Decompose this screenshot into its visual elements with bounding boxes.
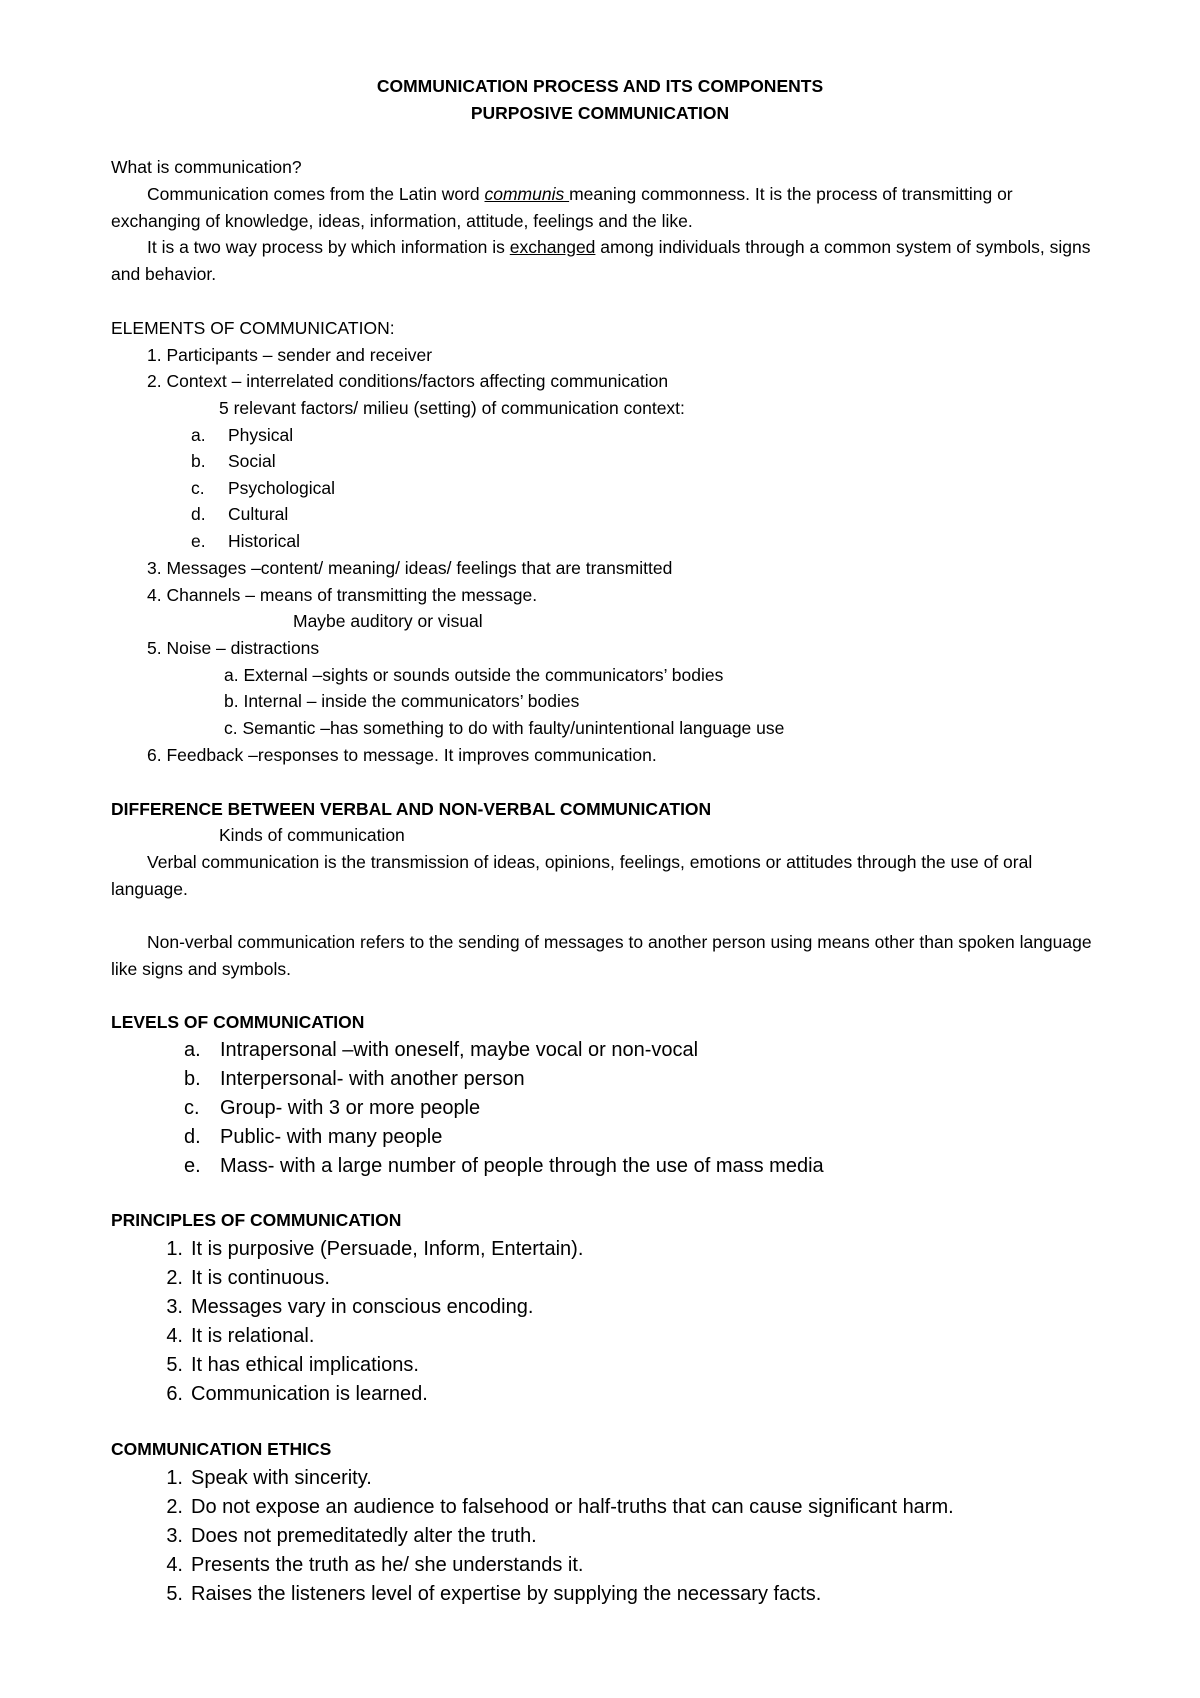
intro-p1-text: Communication comes from the Latin word (147, 184, 485, 204)
factor-marker: a. (191, 425, 206, 445)
factor-item (191, 504, 288, 524)
principle-marker: 2. (166, 1267, 183, 1289)
level-label: Public- with many people (220, 1126, 443, 1148)
intro-paragraph-2 (147, 237, 1091, 257)
element-subnote: 5 relevant factors/ milieu (setting) of communication context: (219, 398, 685, 418)
factor-item (191, 425, 293, 445)
level-item (184, 1154, 824, 1178)
noise-item: b. Internal – inside the communicators’ bodies (224, 691, 580, 711)
underlined-word: exchanged (509, 237, 596, 257)
principle-item (147, 1382, 428, 1406)
ethics-item (147, 1582, 821, 1606)
verbal-paragraph-cont: language. (111, 879, 188, 899)
nonverbal-paragraph-cont: like signs and symbols. (111, 959, 291, 979)
level-label: Intrapersonal –with oneself, maybe vocal or non-vocal (220, 1039, 699, 1061)
principle-label: Messages vary in conscious encoding. (191, 1296, 534, 1318)
principle-label: It is continuous. (191, 1267, 330, 1289)
ethics-marker: 2. (166, 1496, 183, 1518)
principle-item (147, 1295, 533, 1319)
element-item: 2. Context – interrelated conditions/factors affecting communication (147, 371, 669, 391)
principle-label: Communication is learned. (191, 1383, 428, 1405)
level-label: Mass- with a large number of people through the use of mass media (220, 1155, 824, 1177)
element-subnote: Maybe auditory or visual (293, 611, 483, 631)
factor-label: Historical (228, 531, 300, 551)
level-marker: a. (184, 1039, 201, 1061)
principle-marker: 5. (166, 1354, 183, 1376)
principle-marker: 3. (166, 1296, 183, 1318)
factor-label: Physical (228, 425, 294, 445)
level-marker: c. (184, 1097, 200, 1119)
factor-marker: d. (191, 504, 206, 524)
factor-label: Cultural (228, 504, 289, 524)
nonverbal-paragraph: Non-verbal communication refers to the sending of messages to another person using means other than spoken language (147, 932, 1092, 952)
ethics-marker: 3. (166, 1525, 183, 1547)
intro-paragraph-1 (147, 184, 1013, 204)
principle-label: It is relational. (191, 1325, 315, 1347)
level-label: Group- with 3 or more people (220, 1097, 481, 1119)
principle-item (147, 1353, 419, 1377)
noise-item: c. Semantic –has something to do with faulty/unintentional language use (224, 718, 785, 738)
document-subtitle: PURPOSIVE COMMUNICATION (470, 103, 730, 123)
principle-item (147, 1237, 583, 1261)
ethics-marker: 5. (166, 1583, 183, 1605)
principle-marker: 1. (166, 1238, 183, 1260)
ethics-marker: 4. (166, 1554, 183, 1576)
noise-item: a. External –sights or sounds outside the communicators’ bodies (224, 665, 724, 685)
factor-marker: c. (191, 478, 205, 498)
principle-item (147, 1266, 330, 1290)
principle-label: It is purposive (Persuade, Inform, Entertain). (191, 1238, 584, 1260)
principle-item (147, 1324, 314, 1348)
factor-label: Psychological (228, 478, 335, 498)
verbal-paragraph: Verbal communication is the transmission of ideas, opinions, feelings, emotions or attitudes through the use of oral (147, 852, 1033, 872)
principles-heading: PRINCIPLES OF COMMUNICATION (111, 1210, 402, 1230)
principle-label: It has ethical implications. (191, 1354, 419, 1376)
factor-item (191, 531, 300, 551)
ethics-label: Speak with sincerity. (191, 1467, 372, 1489)
element-item: 4. Channels – means of transmitting the message. (147, 585, 538, 605)
levels-heading: LEVELS OF COMMUNICATION (111, 1012, 365, 1032)
intro-question: What is communication? (111, 157, 302, 177)
ethics-marker: 1. (166, 1467, 183, 1489)
level-item (184, 1038, 698, 1062)
element-item: 5. Noise – distractions (147, 638, 320, 658)
latin-word: communis (484, 184, 570, 204)
elements-heading: ELEMENTS OF COMMUNICATION: (111, 318, 395, 338)
ethics-label: Does not premeditatedly alter the truth. (191, 1525, 537, 1547)
intro-paragraph-2-cont: and behavior. (111, 264, 217, 284)
factor-item (191, 478, 335, 498)
factor-item (191, 451, 276, 471)
principle-marker: 6. (166, 1383, 183, 1405)
ethics-label: Presents the truth as he/ she understands it. (191, 1554, 584, 1576)
factor-marker: b. (191, 451, 206, 471)
factor-label: Social (228, 451, 276, 471)
difference-subheading: Kinds of communication (219, 825, 405, 845)
ethics-label: Do not expose an audience to falsehood or half-truths that can cause significant harm. (191, 1496, 954, 1518)
ethics-heading: COMMUNICATION ETHICS (111, 1439, 332, 1459)
intro-p1-text-end: meaning commonness. It is the process of transmitting or (569, 184, 1013, 204)
level-marker: b. (184, 1068, 201, 1090)
ethics-item (147, 1553, 583, 1577)
element-item: 6. Feedback –responses to message. It improves communication. (147, 745, 657, 765)
ethics-label: Raises the listeners level of expertise by supplying the necessary facts. (191, 1583, 822, 1605)
ethics-item (147, 1495, 954, 1519)
intro-p2-text-end: among individuals through a common system of symbols, signs (595, 237, 1091, 257)
level-label: Interpersonal- with another person (220, 1068, 525, 1090)
level-item (184, 1096, 480, 1120)
ethics-item (147, 1466, 372, 1490)
principle-marker: 4. (166, 1325, 183, 1347)
ethics-item (147, 1524, 537, 1548)
level-marker: d. (184, 1126, 201, 1148)
document-title: COMMUNICATION PROCESS AND ITS COMPONENTS (376, 76, 824, 96)
element-item: 3. Messages –content/ meaning/ ideas/ feelings that are transmitted (147, 558, 673, 578)
element-item: 1. Participants – sender and receiver (147, 345, 433, 365)
level-marker: e. (184, 1155, 201, 1177)
intro-p2-text: It is a two way process by which information is (147, 237, 510, 257)
level-item (184, 1125, 442, 1149)
difference-heading: DIFFERENCE BETWEEN VERBAL AND NON-VERBAL COMMUNICATION (111, 799, 712, 819)
factor-marker: e. (191, 531, 206, 551)
level-item (184, 1067, 525, 1091)
intro-paragraph-1-cont: exchanging of knowledge, ideas, information, attitude, feelings and the like. (111, 211, 693, 231)
